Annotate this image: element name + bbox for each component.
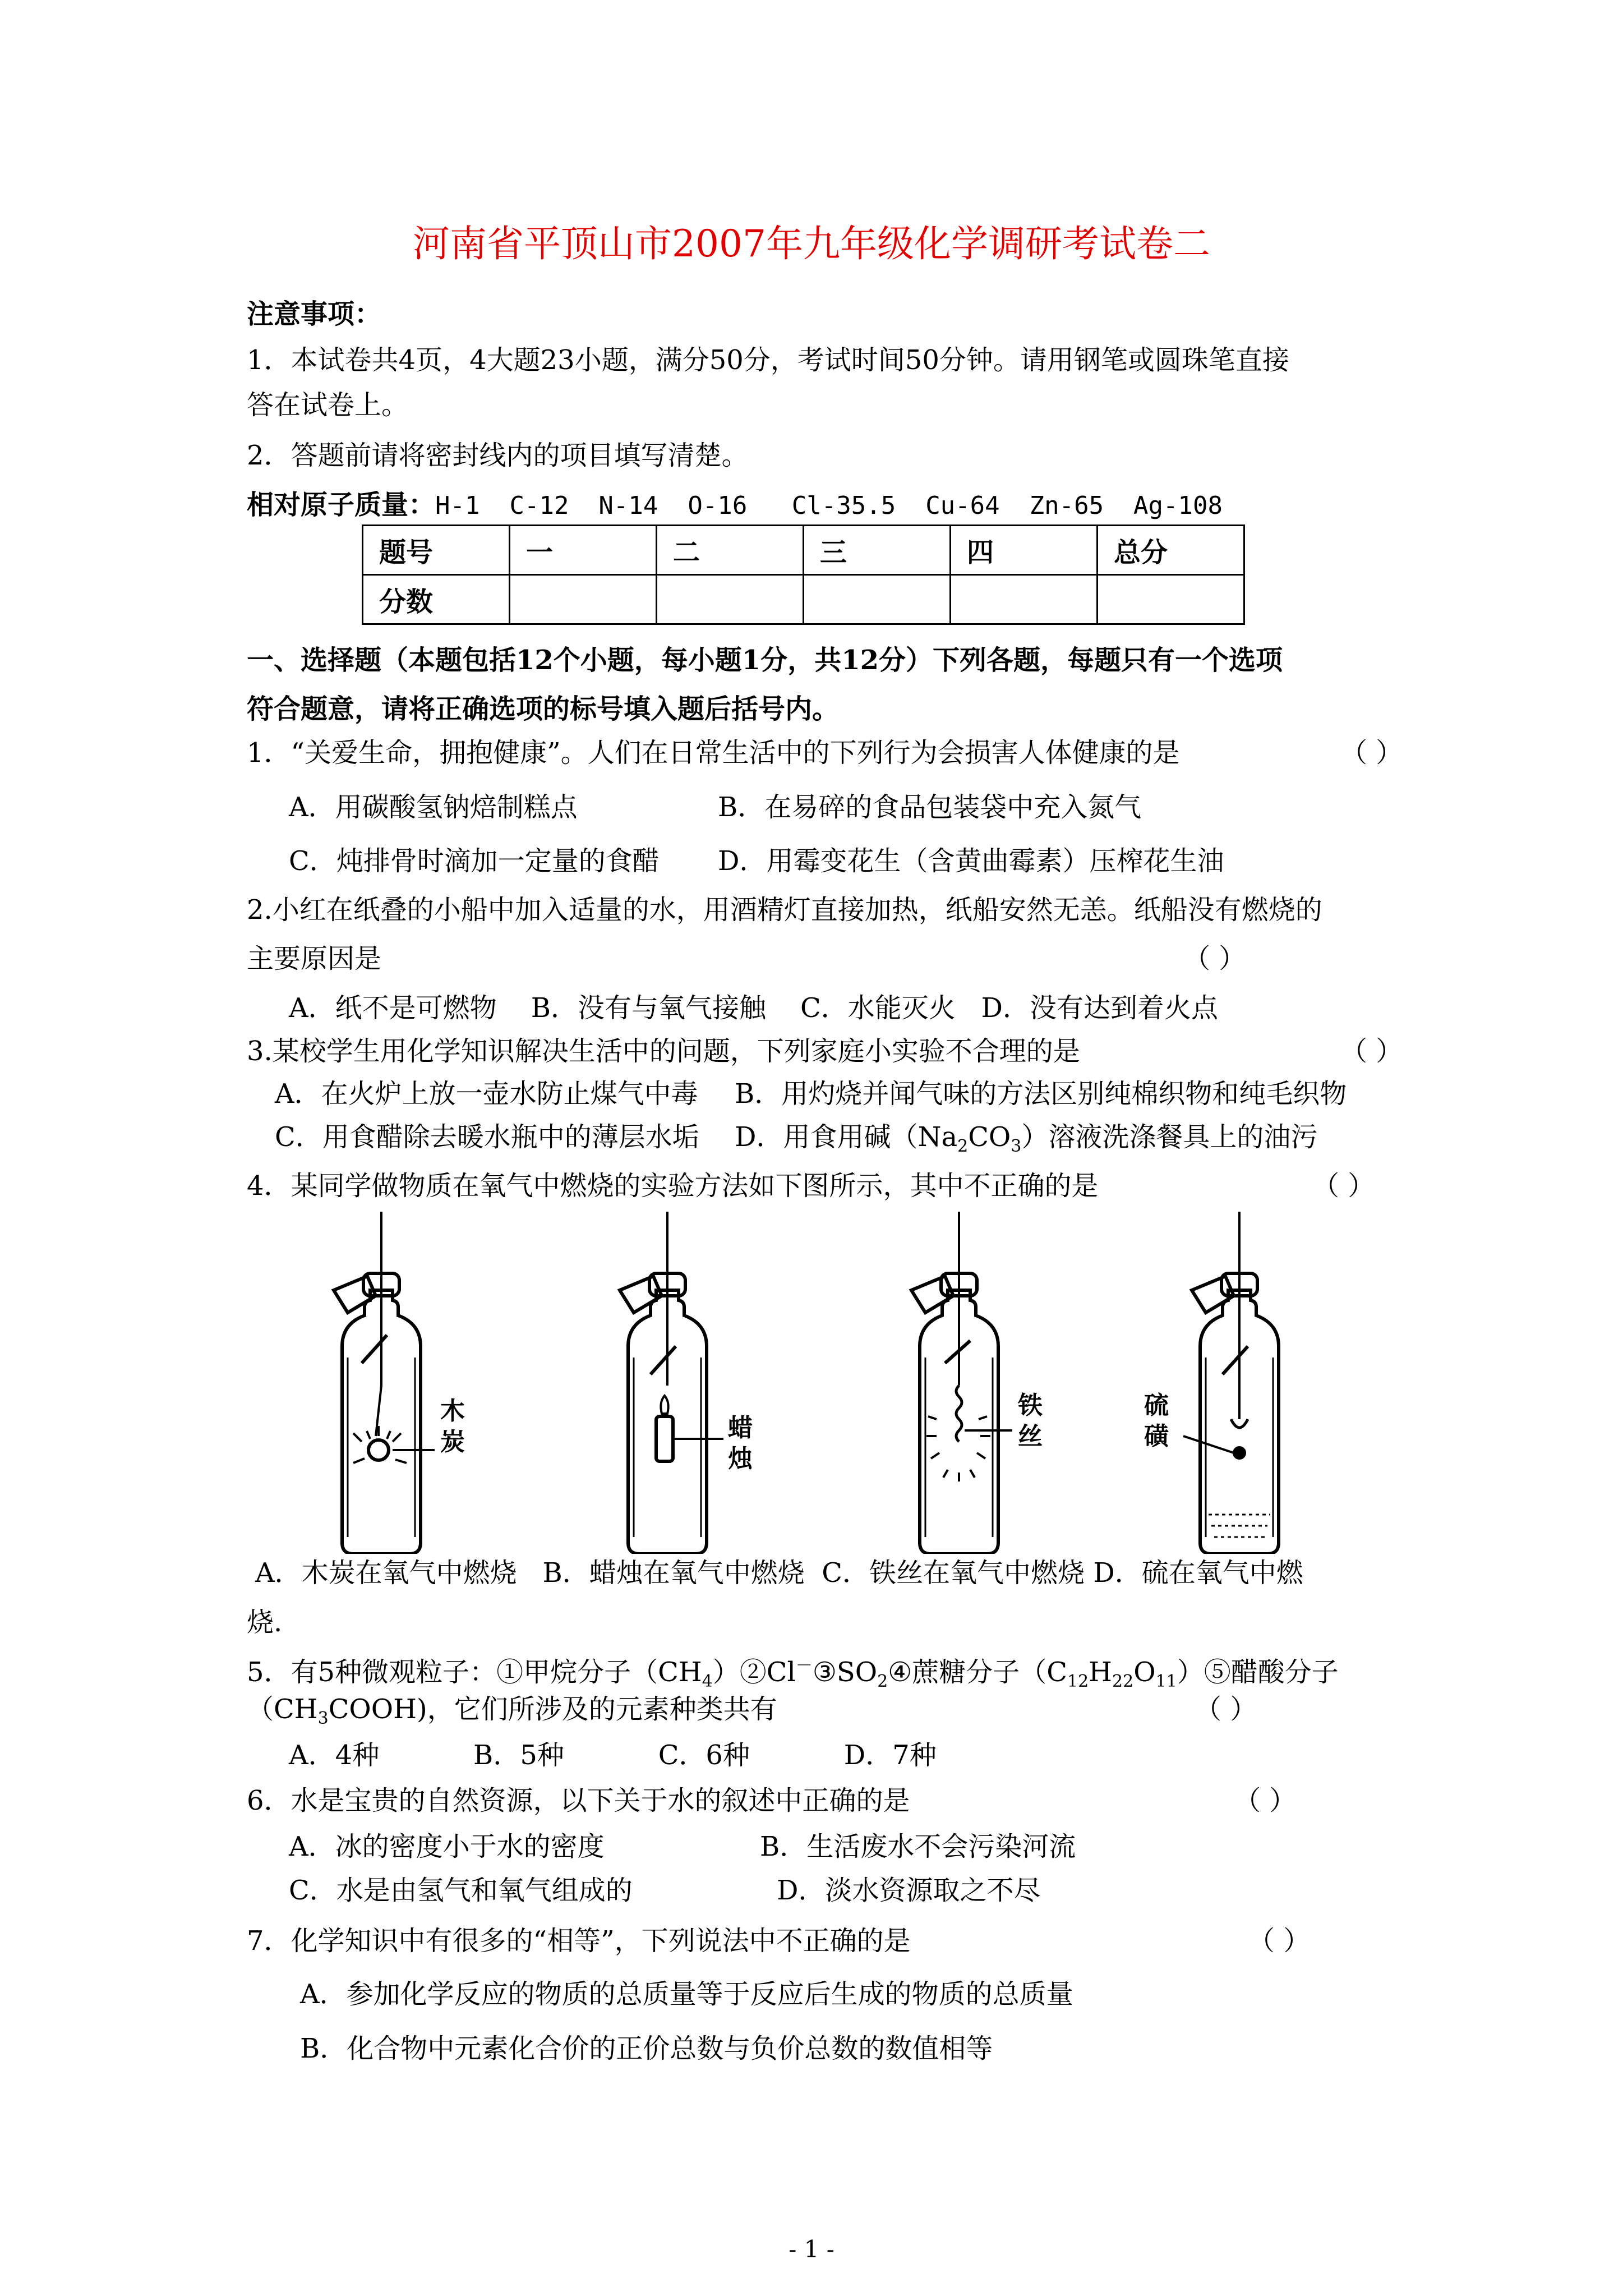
q2-answer-blank[interactable]: （ ） <box>1183 943 1246 974</box>
section1-heading-1: 一、选择题（本题包括12个小题，每小题1分，共12分）下列各题，每题只有一个选项 <box>247 645 1283 676</box>
score-header-cell: 题号 <box>363 526 510 575</box>
score-input-cell[interactable] <box>1098 575 1244 624</box>
notes-heading: 注意事项： <box>247 298 382 330</box>
notes-line-1: 1．本试卷共4页，4大题23小题，满分50分，考试时间50分钟。请用钢笔或圆珠笔直接 <box>247 344 1289 376</box>
iron-label-1: 铁 <box>1018 1391 1043 1420</box>
q6-option-a: A．冰的密度小于水的密度 <box>289 1831 605 1862</box>
sulfur-label-1: 硫 <box>1144 1391 1169 1420</box>
score-header-cell: 三 <box>804 526 951 575</box>
q2-stem-2: 主要原因是 <box>247 943 382 974</box>
combustion-experiment-figure <box>314 1206 1380 1554</box>
score-header-cell: 二 <box>657 526 804 575</box>
atomic-mass-line <box>247 487 1223 524</box>
page-title: 河南省平顶山市2007年九年级化学调研考试卷二 <box>413 222 1210 265</box>
score-input-cell[interactable] <box>951 575 1098 624</box>
section1-heading-2: 符合题意，请将正确选项的标号填入题后括号内。 <box>247 693 840 725</box>
q1-option-b: B．在易碎的食品包装袋中充入氮气 <box>718 792 1142 823</box>
page-number: - 1 - <box>789 2235 834 2263</box>
score-row-label: 分数 <box>363 575 510 624</box>
q2-stem-1: 2.小红在纸叠的小船中加入适量的水，用酒精灯直接加热，纸船安然无恙。纸船没有燃烧的 <box>247 894 1322 926</box>
q3-option-b: B．用灼烧并闻气味的方法区别纯棉织物和纯毛织物 <box>735 1078 1347 1110</box>
q3-stem: 3.某校学生用化学知识解决生活中的问题，下列家庭小实验不合理的是 <box>247 1036 1080 1067</box>
score-table-score-row <box>363 575 1244 624</box>
q1-option-c: C．炖排骨时滴加一定量的食醋 <box>289 845 660 877</box>
score-input-cell[interactable] <box>510 575 657 624</box>
atomic-mass-values: H-1 C-12 N-14 O-16 Cl-35.5 Cu-64 Zn-65 Ag-108 <box>435 491 1223 520</box>
q1-option-a: A．用碳酸氢钠焙制糕点 <box>289 792 578 823</box>
sulfur-bottle-illustration <box>1144 1212 1279 1554</box>
atomic-mass-label: 相对原子质量： <box>247 489 436 521</box>
q5-stem-2: $(CH_3COOH)$，它们所涉及的元素种类共有 <box>247 1694 777 1728</box>
q3-option-d: D．用食用碱$(Na_2CO_3)$溶液洗涤餐具上的油污 <box>735 1121 1318 1156</box>
candle-label-1: 蜡 <box>728 1414 753 1442</box>
q1-option-d: D．用霉变花生（含黄曲霉素）压榨花生油 <box>718 845 1224 877</box>
q7-option-b: B．化合物中元素化合价的正价总数与负价总数的数值相等 <box>300 2033 993 2064</box>
candle-label-2: 烛 <box>728 1444 753 1473</box>
q7-option-a: A．参加化学反应的物质的总质量等于反应后生成的物质的总质量 <box>300 1978 1073 2010</box>
q6-option-c: C．水是由氢气和氧气组成的 <box>289 1875 633 1906</box>
candle-bottle-illustration <box>620 1212 753 1554</box>
q5-answer-blank[interactable]: （ ） <box>1195 1694 1257 1725</box>
q3-answer-blank[interactable]: （ ） <box>1340 1036 1403 1067</box>
score-header-cell: 一 <box>510 526 657 575</box>
q4-options: A．木炭在氧气中燃烧 B．蜡烛在氧气中燃烧 C．铁丝在氧气中燃烧 D．硫在氧气中燃 <box>255 1557 1303 1589</box>
q5-options: A．4种 B．5种 C．6种 D．7种 <box>289 1740 937 1771</box>
charcoal-bottle-illustration <box>334 1212 465 1554</box>
charcoal-label-2: 炭 <box>440 1428 465 1456</box>
score-header-cell: 四 <box>951 526 1098 575</box>
q6-option-d: D．淡水资源取之不尽 <box>777 1875 1041 1906</box>
q3-option-c: C．用食醋除去暖水瓶中的薄层水垢 <box>275 1121 699 1153</box>
score-header-cell: 总分 <box>1098 526 1244 575</box>
q4-answer-blank[interactable]: （ ） <box>1312 1170 1375 1202</box>
q4-stem: 4．某同学做物质在氧气中燃烧的实验方法如下图所示，其中不正确的是 <box>247 1170 1099 1202</box>
q4-options-cont: 烧. <box>247 1607 283 1638</box>
score-input-cell[interactable] <box>804 575 951 624</box>
notes-line-1b: 答在试卷上。 <box>247 389 409 421</box>
iron-label-2: 丝 <box>1018 1422 1043 1451</box>
q1-stem: 1．“关爱生命，拥抱健康”。人们在日常生活中的下列行为会损害人体健康的是 <box>247 737 1180 769</box>
score-table <box>362 524 1245 625</box>
score-table-header-row <box>363 526 1244 575</box>
q1-answer-blank[interactable]: （ ） <box>1340 737 1403 769</box>
q7-stem: 7．化学知识中有很多的“相等”，下列说法中不正确的是 <box>247 1925 911 1957</box>
sulfur-label-2: 磺 <box>1144 1422 1169 1451</box>
q5-stem-1: 5．有5种微观粒子：①甲烷分子$(CH_4)②Cl^-③SO_2④$蔗糖分子$(C_{12}H_{22}O_{11})⑤$醋酸分子 <box>247 1656 1339 1691</box>
q2-options: A．纸不是可燃物 B．没有与氧气接触 C．水能灭火 D．没有达到着火点 <box>289 992 1218 1024</box>
iron-wire-bottle-illustration <box>911 1212 1043 1554</box>
q7-answer-blank[interactable]: （ ） <box>1248 1925 1311 1957</box>
q6-stem: 6．水是宝贵的自然资源，以下关于水的叙述中正确的是 <box>247 1785 910 1816</box>
notes-line-2: 2．答题前请将密封线内的项目填写清楚。 <box>247 440 749 471</box>
q6-answer-blank[interactable]: （ ） <box>1234 1785 1297 1816</box>
charcoal-label-1: 木 <box>440 1397 465 1425</box>
q6-option-b: B．生活废水不会污染河流 <box>760 1831 1076 1862</box>
score-input-cell[interactable] <box>657 575 804 624</box>
q3-option-a: A．在火炉上放一壶水防止煤气中毒 <box>275 1078 698 1110</box>
